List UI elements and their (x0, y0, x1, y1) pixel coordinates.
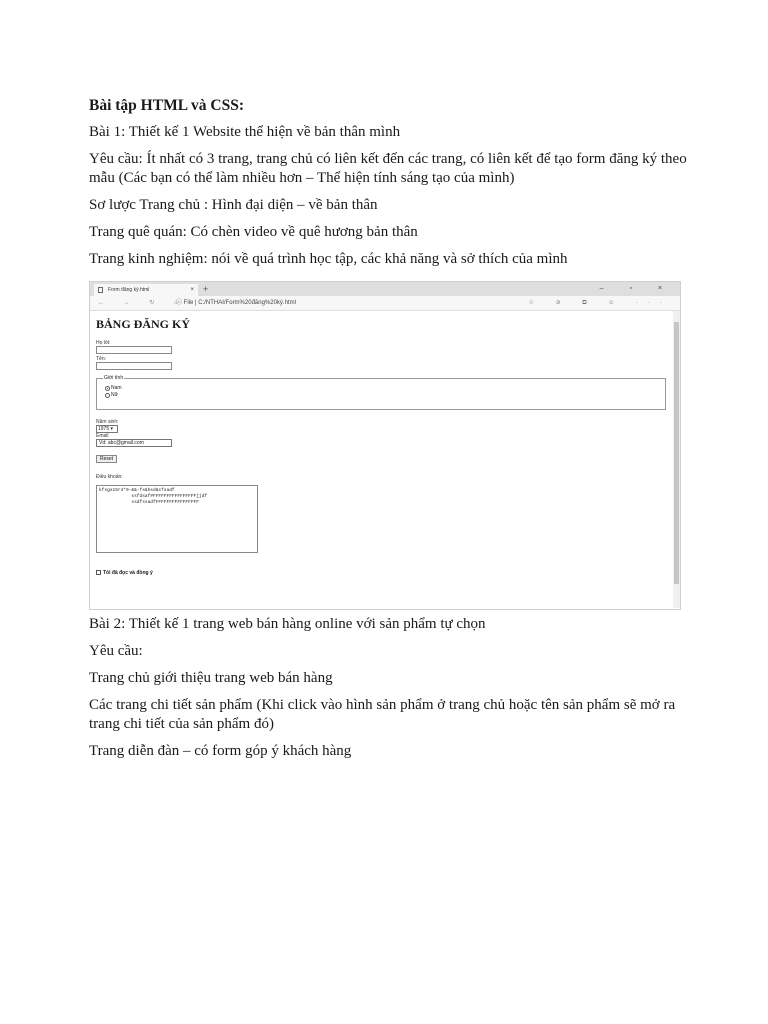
browser-tab[interactable] (94, 284, 198, 296)
new-tab-icon[interactable]: + (203, 284, 209, 294)
paragraph-trang-chu: Sơ lược Trang chủ : Hình đại diện – về bản thân (89, 197, 378, 213)
paragraph-bai2: Bài 2: Thiết kế 1 trang web bán hàng online với sản phẩm tự chọn (89, 616, 486, 632)
radio-nu[interactable] (105, 392, 665, 399)
dieu-khoan-label: Điều khoản: (96, 474, 123, 480)
gioi-tinh-legend: Giới tính (104, 375, 124, 381)
nav-icons[interactable]: ← → ↻ ⌂ (98, 300, 187, 306)
ten-label: Tên: (96, 356, 107, 362)
nam-sinh-value: 1975 (98, 426, 110, 432)
reset-button[interactable]: Reset (96, 455, 117, 463)
radio-checked-icon (105, 386, 110, 391)
radio-unchecked-icon (105, 393, 110, 398)
document-top (89, 96, 689, 277)
browser-tab-bar (90, 282, 680, 296)
paragraph-trang-que-quan: Trang quê quán: Có chèn video về quê hương bản thân (89, 224, 418, 240)
page-content (90, 311, 680, 610)
email-label: Email (96, 433, 109, 439)
close-tab-icon[interactable]: × (190, 287, 194, 293)
document-icon (98, 287, 103, 293)
ho-lot-label: Họ lót: (96, 340, 111, 346)
checkbox-icon (96, 570, 101, 575)
browser-screenshot (89, 281, 681, 610)
address-bar (90, 296, 680, 311)
paragraph-trang-chu-ban-hang: Trang chủ giới thiệu trang web bán hàng (89, 670, 333, 686)
paragraph-trang-kinh-nghiem: Trang kinh nghiệm: nói về quá trình học tập, các khả năng và sở thích của mình (89, 251, 568, 267)
agree-checkbox[interactable] (96, 570, 674, 576)
toolbar-icons[interactable]: ☆ ✰ ⧉ ☺ ··· (528, 300, 672, 306)
tab-title: Form đăng ký.html (108, 287, 150, 293)
paragraph-dien-dan: Trang diễn đàn – có form góp ý khách hàng (89, 743, 352, 759)
gioi-tinh-fieldset (96, 375, 666, 410)
radio-nam-label: Nam (111, 385, 122, 391)
document-heading: Bài tập HTML và CSS: (89, 97, 245, 114)
ten-input[interactable] (96, 362, 172, 370)
radio-nam[interactable] (105, 385, 665, 392)
paragraph-chi-tiet-san-pham: Các trang chi tiết sản phẩm (Khi click vào hình sản phẩm ở trang chủ hoặc tên sản phẩm sẽ mở ra trang chi tiết của sản phẩm đó) (89, 697, 676, 732)
scrollbar-thumb[interactable] (674, 322, 679, 584)
chevron-down-icon: ▾ (110, 426, 114, 432)
paragraph-bai1: Bài 1: Thiết kế 1 Website thể hiện về bản thân mình (89, 124, 401, 140)
ho-lot-input[interactable] (96, 346, 172, 354)
window-controls[interactable]: – ▫ × (599, 285, 674, 292)
agree-label: Tôi đã đọc và đồng ý (103, 570, 153, 576)
paragraph-yeu-cau-2: Yêu cầu: (89, 643, 143, 659)
paragraph-yeu-cau-1: Yêu cầu: Ít nhất có 3 trang, trang chủ có liên kết đến các trang, có liên kết để tạo form đăng ký theo mẫu (Các bạn có thể làm nhiều hơn – Thể hiện tính sáng tạo của mình) (89, 151, 687, 186)
url-field[interactable]: ⓘ File | C:/NTHAI/Form%20đăng%20ký.html (176, 300, 296, 306)
document-bottom (89, 615, 689, 769)
form-title: BẢNG ĐĂNG KÝ (96, 317, 191, 331)
nam-sinh-select[interactable] (96, 425, 118, 433)
radio-nu-label: Nữ (111, 392, 118, 398)
email-input[interactable]: Vd: abc@gmail.com (96, 439, 172, 447)
nam-sinh-label: Năm sinh: (96, 419, 119, 425)
dieu-khoan-textarea[interactable]: kfsgs15r4*9-&&-fs&hsd&sfsadf ssfdsaf#FFFFFFFFFFFFFFFFjjdf ssdfssadfFFFFFFFFFFFFFFFF (96, 485, 258, 553)
